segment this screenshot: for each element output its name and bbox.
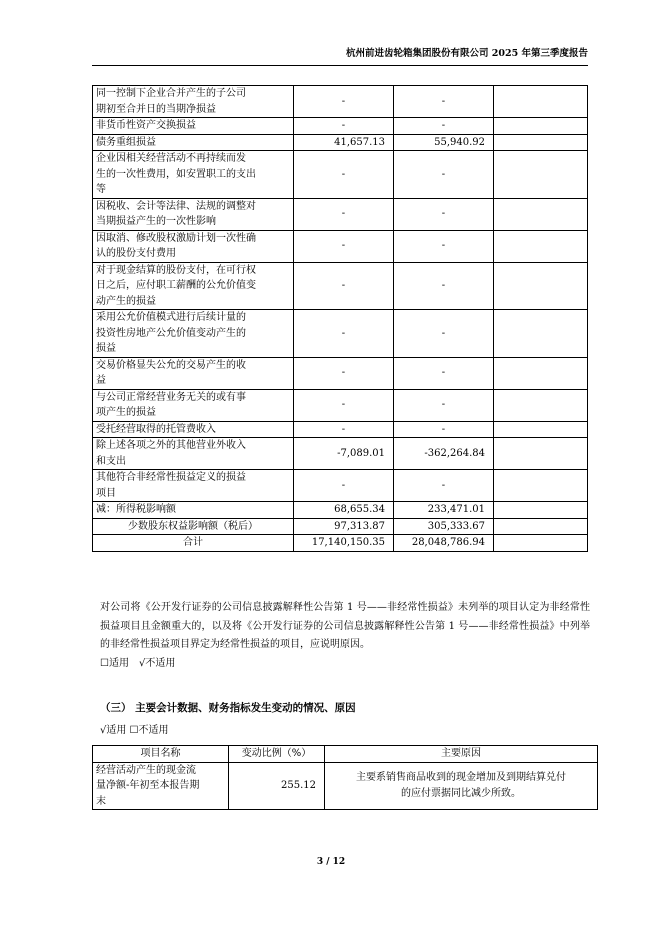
item-label-line: 项目	[96, 487, 116, 499]
ytd-value: -362,264.84	[394, 438, 494, 470]
ytd-value: -	[394, 86, 494, 118]
ytd-value: 305,333.67	[394, 518, 494, 535]
table-row	[93, 262, 588, 310]
table-row	[93, 421, 588, 438]
item-label-line: 益	[96, 375, 106, 386]
section-title: （三） 主要会计数据、财务指标发生变动的情况、原因	[100, 702, 356, 714]
main-reason-line: 主要系销售商品收到的现金增加及到期结算兑付	[356, 772, 566, 784]
current-period-value: -	[294, 118, 394, 135]
item-name-line: 经营活动产生的现金流	[96, 764, 196, 776]
ytd-value: -	[394, 198, 494, 230]
item-label	[93, 262, 294, 310]
table-row	[93, 470, 588, 502]
item-label	[93, 535, 294, 552]
item-label-line: 采用公允价值模式进行后续计量的	[96, 312, 246, 323]
item-label-line: 受托经营取得的托管费收入	[96, 423, 216, 435]
page-number: 3 / 12	[316, 857, 346, 867]
note-cell	[494, 134, 588, 151]
table-row	[93, 518, 588, 535]
ytd-value: -	[394, 310, 494, 358]
current-period-value: -	[294, 470, 394, 502]
current-period-value: -7,089.01	[294, 438, 394, 470]
table-row	[93, 151, 588, 199]
item-label-line: 企业因相关经营活动不再持续而发	[96, 153, 246, 164]
item-label	[93, 438, 294, 470]
item-label-line: 因取消、修改股权激励计划一次性确	[96, 232, 256, 244]
changes-header-row	[93, 746, 598, 763]
note-cell	[494, 357, 588, 389]
current-period-value: -	[294, 230, 394, 262]
item-label-line: 除上述各项之外的其他营业外收入	[96, 440, 246, 451]
note-cell	[494, 421, 588, 438]
current-period-value: -	[294, 198, 394, 230]
item-label-line: 与公司正常经营业务无关的或有事	[96, 391, 246, 403]
ytd-value: -	[394, 470, 494, 502]
table-row	[93, 230, 588, 262]
table-row	[93, 357, 588, 389]
item-label-line: 减：所得税影响额	[96, 504, 176, 515]
item-label	[93, 357, 294, 389]
item-label-line: 日之后，应付职工薪酬的公允价值变	[96, 280, 256, 291]
note-cell	[494, 518, 588, 535]
item-label	[93, 518, 294, 535]
non-recurring-items-table	[92, 85, 588, 552]
current-period-value: -	[294, 421, 394, 438]
main-reason	[325, 762, 598, 810]
note-cell	[494, 86, 588, 118]
item-label-line: 其他符合非经常性损益定义的损益	[96, 472, 246, 483]
main-reason-line: 的应付票据同比减少所致。	[401, 787, 521, 799]
item-label-line: 期初至合并日的当期净损益	[96, 103, 216, 115]
header-main-reason: 主要原因	[325, 746, 598, 763]
item-label-line: 认的股份支付费用	[96, 248, 176, 259]
table-row	[93, 762, 598, 810]
item-label	[93, 310, 294, 358]
current-period-value: 97,313.87	[294, 518, 394, 535]
item-label-line: 对于现金结算的股份支付，在可行权	[96, 264, 256, 276]
item-label	[93, 470, 294, 502]
note-cell	[494, 502, 588, 519]
ytd-value: -	[394, 389, 494, 421]
note-cell	[494, 438, 588, 470]
item-label-line: 少数股东权益影响额（税后）	[128, 520, 258, 532]
current-period-value: -	[294, 357, 394, 389]
note-cell	[494, 230, 588, 262]
item-label	[93, 134, 294, 151]
table-row	[93, 118, 588, 135]
item-label	[93, 502, 294, 519]
item-label-line: 投资性房地产公允价值变动产生的	[96, 327, 246, 339]
item-label-line: 等	[96, 184, 106, 195]
note-cell	[494, 118, 588, 135]
header-item-name: 项目名称	[93, 746, 229, 763]
table-row	[93, 535, 588, 552]
table-row	[93, 389, 588, 421]
item-label	[93, 151, 294, 199]
change-ratio: 255.12	[229, 762, 325, 810]
ytd-value: -	[394, 230, 494, 262]
ytd-value: 233,471.01	[394, 502, 494, 519]
table-row	[93, 310, 588, 358]
current-period-value: -	[294, 310, 394, 358]
item-name-line: 量净额-年初至本报告期	[96, 780, 200, 791]
item-label	[93, 421, 294, 438]
ytd-value: -	[394, 421, 494, 438]
note-cell	[494, 389, 588, 421]
item-label-line: 因税收、会计等法律、法规的调整对	[96, 200, 256, 212]
applicable-checkbox-2: √适用 ☐不适用	[100, 725, 169, 736]
table-row	[93, 134, 588, 151]
ytd-value: 55,940.92	[394, 134, 494, 151]
item-label	[93, 389, 294, 421]
item-label	[93, 118, 294, 135]
note-cell	[494, 151, 588, 199]
changes-table	[92, 745, 598, 810]
note-cell	[494, 310, 588, 358]
item-label-line: 损益	[96, 343, 116, 354]
note-cell	[494, 535, 588, 552]
note-cell	[494, 262, 588, 310]
current-period-value: 17,140,150.35	[294, 535, 394, 552]
header-change-ratio: 变动比例（%）	[229, 746, 325, 763]
item-label-line: 项产生的损益	[96, 407, 156, 418]
explanation-text: 对公司将《公开发行证券的公司信息披露解释性公告第 1 号——非经常性损益》未列举的项目认定为非经常性损益项目且金额重大的，以及将《公开发行证券的公司信息披露解释性公告第 1 号——非经常性损益》中列举的非经常性损益项目界定为经常性损益的项目，应说明原因。	[100, 602, 590, 650]
item-label	[93, 230, 294, 262]
ytd-value: -	[394, 118, 494, 135]
ytd-value: -	[394, 151, 494, 199]
item-name-line: 末	[96, 795, 106, 807]
table-row	[93, 438, 588, 470]
current-period-value: -	[294, 86, 394, 118]
item-label-line: 同一控制下企业合并产生的子公司	[96, 88, 246, 99]
table-row	[93, 502, 588, 519]
current-period-value: 68,655.34	[294, 502, 394, 519]
note-cell	[494, 470, 588, 502]
note-cell	[494, 198, 588, 230]
current-period-value: 41,657.13	[294, 134, 394, 151]
page-header	[92, 47, 588, 66]
current-period-value: -	[294, 151, 394, 199]
ytd-value: 28,048,786.94	[394, 535, 494, 552]
item-label-line: 非货币性资产交换损益	[96, 120, 196, 131]
ytd-value: -	[394, 262, 494, 310]
item-label-line: 生的一次性费用，如安置职工的支出	[96, 168, 256, 180]
item-label-line: 当期损益产生的一次性影响	[96, 216, 216, 227]
ytd-value: -	[394, 357, 494, 389]
table-row	[93, 86, 588, 118]
applicable-checkbox-1: ☐适用 √不适用	[100, 657, 176, 669]
current-period-value: -	[294, 262, 394, 310]
item-name	[93, 762, 229, 810]
item-label-line: 合计	[183, 537, 203, 548]
current-period-value: -	[294, 389, 394, 421]
item-label-line: 动产生的损益	[96, 295, 156, 307]
item-label-line: 债务重组损益	[96, 136, 156, 148]
item-label-line: 和支出	[96, 455, 126, 467]
item-label	[93, 86, 294, 118]
item-label-line: 交易价格显失公允的交易产生的收	[96, 359, 246, 371]
report-title: 杭州前进齿轮箱集团股份有限公司 2025 年第三季度报告	[345, 48, 588, 59]
item-label	[93, 198, 294, 230]
table-row	[93, 198, 588, 230]
explanation-note	[100, 599, 590, 673]
